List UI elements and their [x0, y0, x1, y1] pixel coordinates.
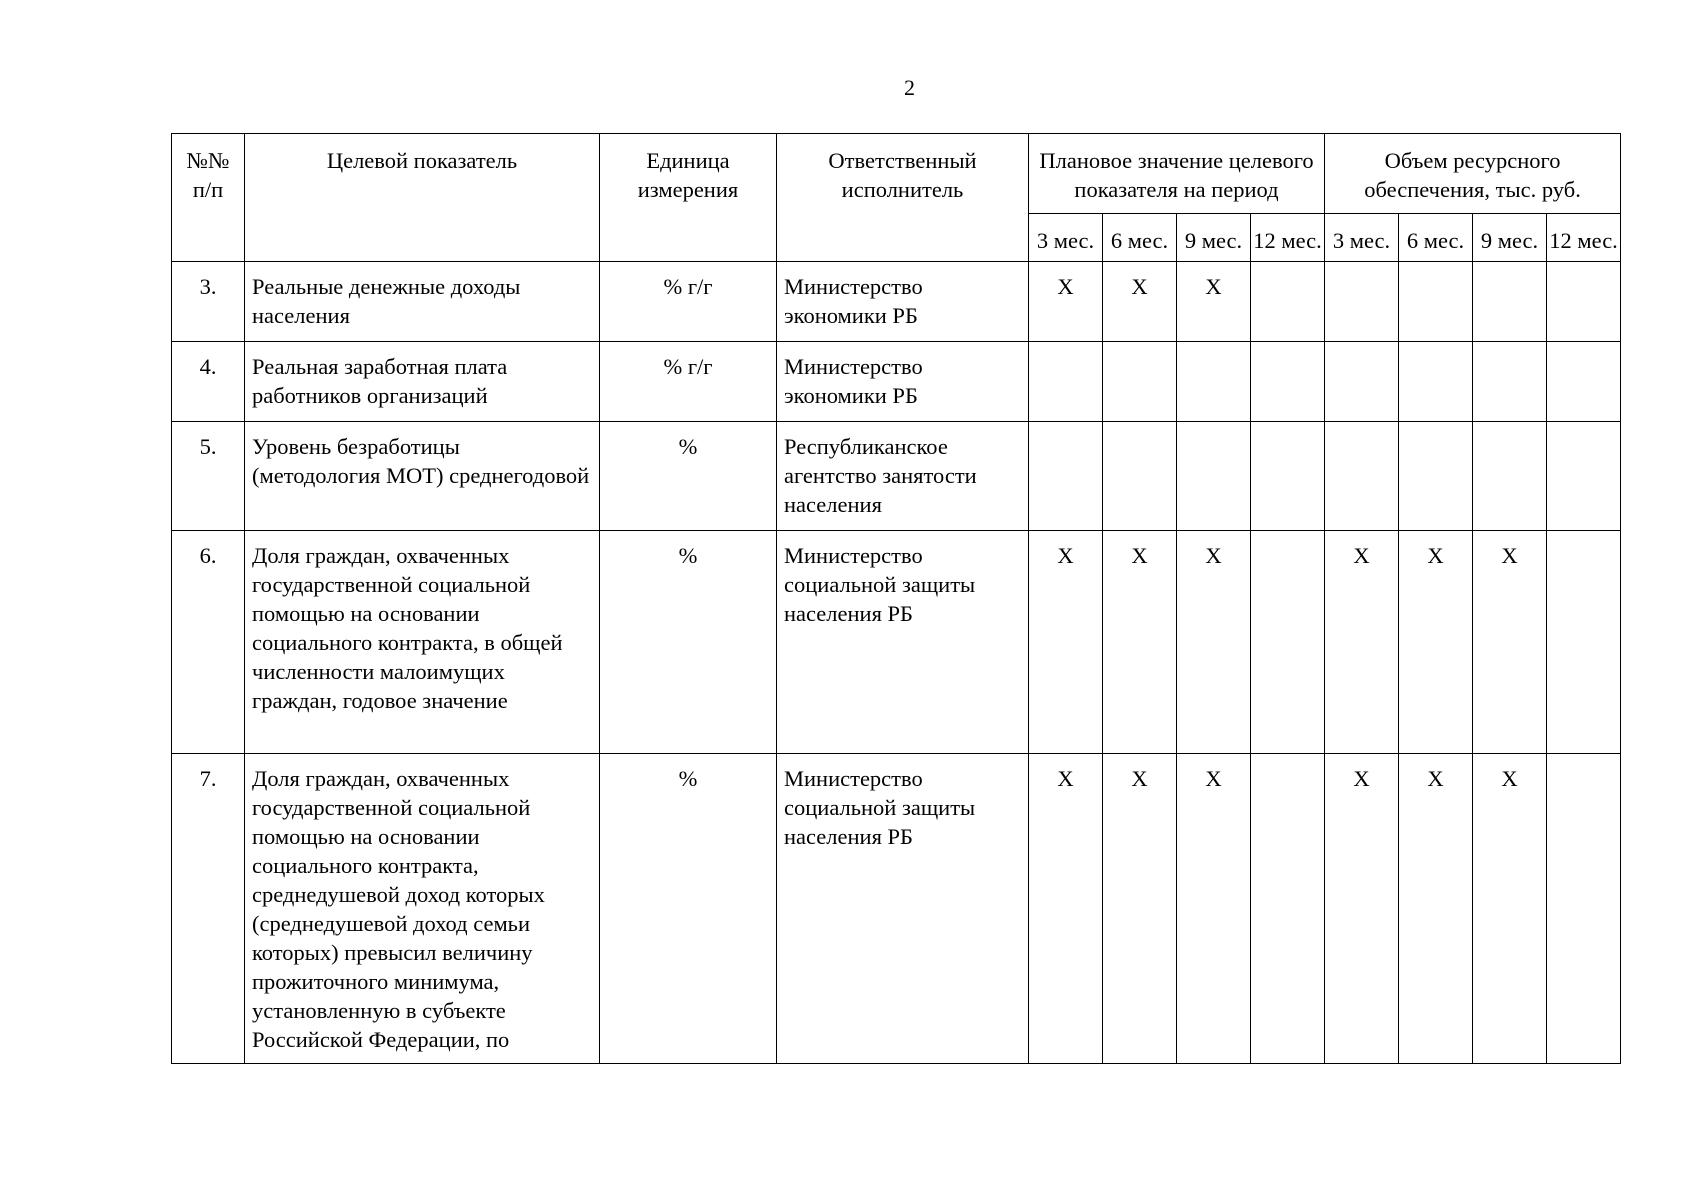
plan-cell: Х	[1177, 262, 1251, 342]
table-header	[172, 134, 1621, 262]
table-row	[172, 422, 1621, 531]
header-indicator: Целевой показатель	[245, 134, 600, 262]
executor-cell: Министерство экономики РБ	[777, 262, 1029, 342]
header-plan: Плановое значение целевого показателя на период	[1029, 134, 1325, 214]
executor-cell: Республиканское агентство занятости населения	[777, 422, 1029, 531]
resource-cell: Х	[1325, 531, 1399, 754]
header-resource-period: 12 мес.	[1547, 214, 1621, 262]
header-executor: Ответственный исполнитель	[777, 134, 1029, 262]
indicator-name: Доля граждан, охваченных государственной социальной помощью на основании социального контракта, среднедушевой доход которых (среднедушевой доход семьи которых) превысил величину прожиточного минимума, установленную в субъекте Российской Федерации, по	[245, 754, 600, 1064]
resource-cell	[1473, 422, 1547, 531]
plan-cell: Х	[1029, 262, 1103, 342]
unit-cell: % г/г	[600, 262, 777, 342]
resource-cell	[1325, 342, 1399, 422]
resource-cell: Х	[1399, 531, 1473, 754]
resource-cell: Х	[1325, 754, 1399, 1064]
indicator-name: Уровень безработицы (методология МОТ) среднегодовой	[245, 422, 600, 531]
unit-cell: % г/г	[600, 342, 777, 422]
plan-cell	[1251, 422, 1325, 531]
plan-cell	[1029, 422, 1103, 531]
plan-cell	[1103, 422, 1177, 531]
resource-cell: Х	[1473, 531, 1547, 754]
plan-cell	[1177, 342, 1251, 422]
indicator-name: Реальные денежные доходы населения	[245, 262, 600, 342]
unit-cell: %	[600, 754, 777, 1064]
header-plan-period: 12 мес.	[1251, 214, 1325, 262]
row-number: 7.	[172, 754, 245, 1064]
resource-cell	[1473, 262, 1547, 342]
plan-cell	[1251, 531, 1325, 754]
page-number: 2	[904, 75, 915, 100]
header-resource-period: 6 мес.	[1399, 214, 1473, 262]
plan-cell: Х	[1029, 531, 1103, 754]
resource-cell: Х	[1473, 754, 1547, 1064]
plan-cell	[1251, 342, 1325, 422]
resource-cell	[1547, 342, 1621, 422]
indicator-name: Реальная заработная плата работников организаций	[245, 342, 600, 422]
header-plan-period: 9 мес.	[1177, 214, 1251, 262]
table-row	[172, 754, 1621, 1064]
plan-cell	[1177, 422, 1251, 531]
executor-cell: Министерство социальной защиты населения РБ	[777, 531, 1029, 754]
executor-cell: Министерство экономики РБ	[777, 342, 1029, 422]
plan-cell: Х	[1103, 754, 1177, 1064]
table-row	[172, 262, 1621, 342]
unit-cell: %	[600, 531, 777, 754]
plan-cell: Х	[1103, 262, 1177, 342]
header-plan-period: 6 мес.	[1103, 214, 1177, 262]
resource-cell	[1473, 342, 1547, 422]
unit-cell: %	[600, 422, 777, 531]
row-number: 3.	[172, 262, 245, 342]
resource-cell: Х	[1399, 754, 1473, 1064]
resource-cell	[1547, 422, 1621, 531]
plan-cell: Х	[1029, 754, 1103, 1064]
row-number: 6.	[172, 531, 245, 754]
table-row	[172, 531, 1621, 754]
row-number: 5.	[172, 422, 245, 531]
indicator-name: Доля граждан, охваченных государственной социальной помощью на основании социального контракта, в общей численности малоимущих граждан, годовое значение	[245, 531, 600, 754]
plan-cell	[1103, 342, 1177, 422]
resource-cell	[1399, 422, 1473, 531]
header-num: №№ п/п	[172, 134, 245, 262]
resource-cell	[1547, 262, 1621, 342]
resource-cell	[1399, 262, 1473, 342]
resource-cell	[1547, 754, 1621, 1064]
header-resource-period: 9 мес.	[1473, 214, 1547, 262]
indicators-table	[171, 133, 1621, 1064]
resource-cell	[1399, 342, 1473, 422]
header-resource-period: 3 мес.	[1325, 214, 1399, 262]
plan-cell: Х	[1103, 531, 1177, 754]
resource-cell	[1325, 262, 1399, 342]
plan-cell: Х	[1177, 531, 1251, 754]
table-row	[172, 342, 1621, 422]
executor-cell: Министерство социальной защиты населения РБ	[777, 754, 1029, 1064]
plan-cell	[1251, 754, 1325, 1064]
resource-cell	[1325, 422, 1399, 531]
header-resource: Объем ресурсного обеспечения, тыс. руб.	[1325, 134, 1621, 214]
row-number: 4.	[172, 342, 245, 422]
plan-cell	[1251, 262, 1325, 342]
header-unit: Единица измерения	[600, 134, 777, 262]
resource-cell	[1547, 531, 1621, 754]
header-plan-period: 3 мес.	[1029, 214, 1103, 262]
plan-cell: Х	[1177, 754, 1251, 1064]
plan-cell	[1029, 342, 1103, 422]
